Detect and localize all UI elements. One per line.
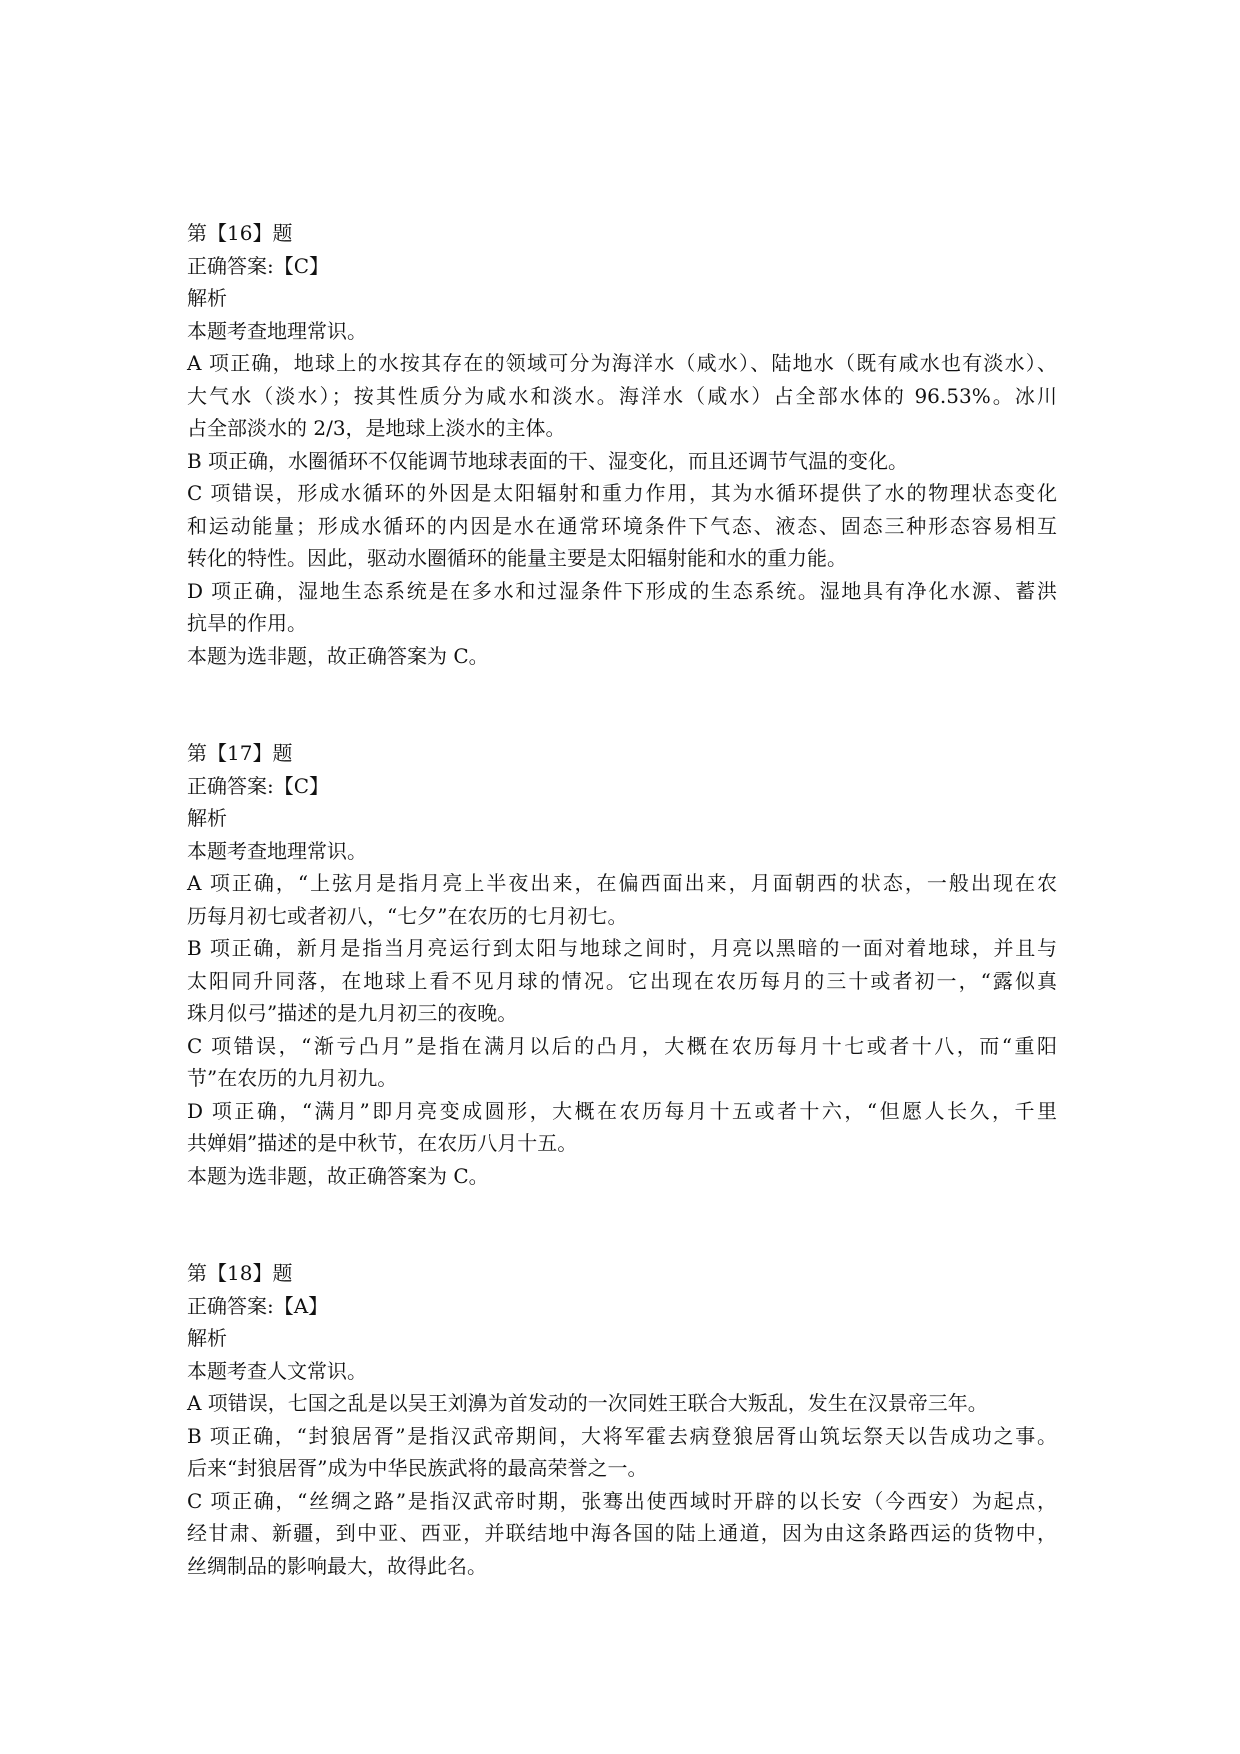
answer-document: [187, 217, 1057, 1647]
analysis-line: C 项正确，“丝绸之路”是指汉武帝时期，张骞出使西域时开辟的以长安（今西安）为起点，: [187, 1488, 1057, 1513]
analysis-label: 解析: [187, 286, 227, 310]
question-block: [187, 217, 1057, 672]
question-block: [187, 737, 1057, 1192]
question-block: [187, 1257, 1057, 1582]
analysis-line: 经甘肃、新疆，到中亚、西亚，并联结地中海各国的陆上通道，因为由这条路西运的货物中，: [187, 1521, 1057, 1545]
analysis-line: 太阳同升同落，在地球上看不见月球的情况。它出现在农历每月的三十或者初一，“露似真: [187, 968, 1057, 993]
analysis-line: 本题考查人文常识。: [187, 1358, 367, 1383]
analysis-line: 抗旱的作用。: [187, 611, 307, 635]
analysis-line: A 项错误，七国之乱是以吴王刘濞为首发动的一次同姓王联合大叛乱，发生在汉景帝三年。: [187, 1391, 988, 1415]
correct-answer: 正确答案:【C】: [187, 773, 330, 798]
analysis-line: C 项错误，“渐亏凸月”是指在满月以后的凸月，大概在农历每月十七或者十八，而“重阳: [187, 1033, 1057, 1058]
analysis-line: 大气水（淡水）；按其性质分为咸水和淡水。海洋水（咸水）占全部水体的 96.53%。冰川: [187, 383, 1057, 408]
analysis-line: 占全部淡水的 2/3，是地球上淡水的主体。: [187, 416, 566, 440]
analysis-line: 节”在农历的九月初九。: [187, 1066, 398, 1090]
analysis-line: C 项错误，形成水循环的外因是太阳辐射和重力作用，其为水循环提供了水的物理状态变化: [187, 481, 1057, 505]
analysis-label: 解析: [187, 1326, 227, 1350]
analysis-line: 丝绸制品的影响最大，故得此名。: [187, 1553, 487, 1578]
analysis-line: 本题为选非题，故正确答案为 C。: [187, 643, 489, 668]
correct-answer: 正确答案:【A】: [187, 1293, 329, 1318]
analysis-line: B 项正确，新月是指当月亮运行到太阳与地球之间时，月亮以黑暗的一面对着地球，并且与: [187, 936, 1057, 960]
analysis-line: 本题为选非题，故正确答案为 C。: [187, 1163, 489, 1188]
correct-answer: 正确答案:【C】: [187, 253, 330, 278]
analysis-line: B 项正确，水圈循环不仅能调节地球表面的干、湿变化，而且还调节气温的变化。: [187, 448, 909, 473]
question-title: 第【17】题: [187, 741, 293, 765]
analysis-line: D 项正确，“满月”即月亮变成圆形，大概在农历每月十五或者十六，“但愿人长久，千里: [187, 1098, 1057, 1123]
analysis-line: B 项正确，“封狼居胥”是指汉武帝期间，大将军霍去病登狼居胥山筑坛祭天以告成功之事。: [187, 1423, 1057, 1448]
question-title: 第【18】题: [187, 1261, 293, 1285]
analysis-line: 共婵娟”描述的是中秋节，在农历八月十五。: [187, 1131, 578, 1155]
analysis-line: 后来“封狼居胥”成为中华民族武将的最高荣誉之一。: [187, 1456, 648, 1480]
analysis-line: A 项正确，地球上的水按其存在的领域可分为海洋水（咸水）、陆地水（既有咸水也有淡水）、: [187, 351, 1057, 375]
analysis-line: 和运动能量；形成水循环的内因是水在通常环境条件下气态、液态、固态三种形态容易相互: [187, 513, 1057, 538]
analysis-label: 解析: [187, 806, 227, 830]
analysis-line: A 项正确，“上弦月是指月亮上半夜出来，在偏西面出来，月面朝西的状态，一般出现在农: [187, 871, 1057, 895]
question-title: 第【16】题: [187, 221, 293, 245]
analysis-line: 转化的特性。因此，驱动水圈循环的能量主要是太阳辐射能和水的重力能。: [187, 546, 847, 570]
analysis-line: 本题考查地理常识。: [187, 838, 367, 863]
analysis-line: 本题考查地理常识。: [187, 318, 367, 343]
analysis-line: 珠月似弓”描述的是九月初三的夜晚。: [187, 1001, 518, 1025]
analysis-line: D 项正确，湿地生态系统是在多水和过湿条件下形成的生态系统。湿地具有净化水源、蓄洪: [187, 578, 1057, 603]
analysis-line: 历每月初七或者初八，“七夕”在农历的七月初七。: [187, 903, 628, 928]
